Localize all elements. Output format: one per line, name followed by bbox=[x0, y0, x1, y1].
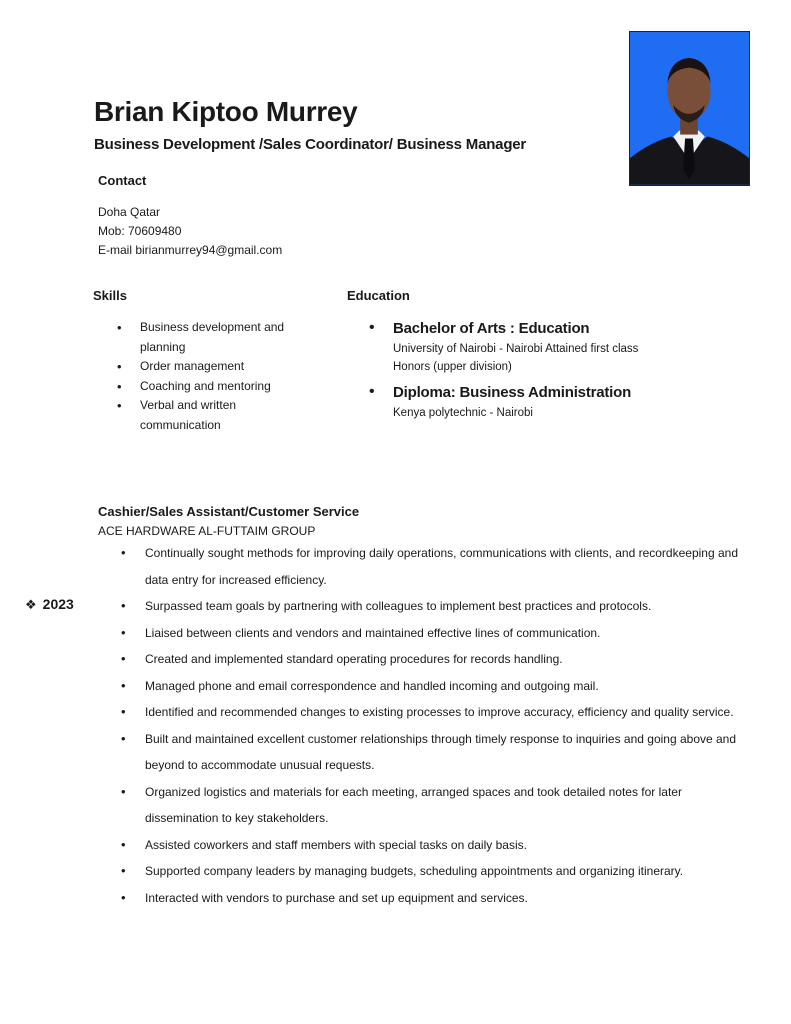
duty-item: • Supported company leaders by managing budgets, scheduling appointments and organizing itinerary. bbox=[121, 858, 751, 885]
education-institution: Kenya polytechnic - Nairobi bbox=[393, 407, 533, 419]
skills-list bbox=[117, 318, 317, 435]
contact-email: E-mail birianmurrey94@gmail.com bbox=[98, 243, 283, 257]
education-degree: • Diploma: Business Administration bbox=[393, 384, 632, 401]
duty-item: • Continually sought methods for improving daily operations, communications with clients, and recordkeeping and data entry for increased efficiency. bbox=[121, 540, 751, 593]
duty-item: • Organized logistics and materials for each meeting, arranged spaces and took detailed notes for later dissemination to key stakeholders. bbox=[121, 779, 751, 832]
skill-item: • Order management bbox=[117, 357, 317, 377]
duty-item: • Created and implemented standard operating procedures for records handling. bbox=[121, 646, 751, 673]
education-heading: Education bbox=[347, 288, 410, 303]
skill-item: • Verbal and written communication bbox=[117, 396, 317, 435]
duty-item: • Assisted coworkers and staff members with special tasks on daily basis. bbox=[121, 832, 751, 859]
duty-item: • Built and maintained excellent customer relationships through timely response to inquiries and going above and beyond to accommodate unusual requests. bbox=[121, 726, 751, 779]
skill-item: • Business development and planning bbox=[117, 318, 317, 357]
education-item bbox=[369, 318, 669, 376]
company-name: ACE HARDWARE AL-FUTTAIM GROUP bbox=[98, 524, 316, 538]
duty-item: • Managed phone and email correspondence and handled incoming and outgoing mail. bbox=[121, 673, 751, 700]
duty-item: • Interacted with vendors to purchase and set up equipment and services. bbox=[121, 885, 751, 912]
experience-year bbox=[25, 596, 74, 613]
duty-item: • Surpassed team goals by partnering with colleagues to implement best practices and protocols. bbox=[121, 593, 751, 620]
contact-details bbox=[98, 203, 282, 260]
profile-photo bbox=[629, 31, 750, 186]
education-degree: • Bachelor of Arts : Education bbox=[393, 320, 590, 337]
candidate-name: Brian Kiptoo Murrey bbox=[94, 96, 358, 127]
job-title: Cashier/Sales Assistant/Customer Service bbox=[98, 504, 360, 519]
skills-heading: Skills bbox=[93, 288, 127, 303]
diamond-bullet-icon: ❖ bbox=[25, 597, 37, 612]
education-item bbox=[369, 382, 669, 422]
contact-phone: Mob: 70609480 bbox=[98, 224, 182, 238]
year-label: 2023 bbox=[42, 596, 74, 612]
duties-list bbox=[121, 540, 751, 911]
duty-item: • Liaised between clients and vendors and maintained effective lines of communication. bbox=[121, 620, 751, 647]
education-institution: University of Nairobi - Nairobi Attained first class Honors (upper division) bbox=[393, 343, 639, 373]
contact-location: Doha Qatar bbox=[98, 205, 161, 219]
skill-item: • Coaching and mentoring bbox=[117, 377, 317, 397]
job-subtitle: Business Development /Sales Coordinator/ Business Manager bbox=[94, 136, 527, 153]
education-list bbox=[369, 318, 669, 428]
profile-photo-graphic bbox=[630, 32, 749, 185]
duty-item: • Identified and recommended changes to existing processes to improve accuracy, efficiency and quality service. bbox=[121, 699, 751, 726]
contact-heading: Contact bbox=[98, 173, 147, 188]
